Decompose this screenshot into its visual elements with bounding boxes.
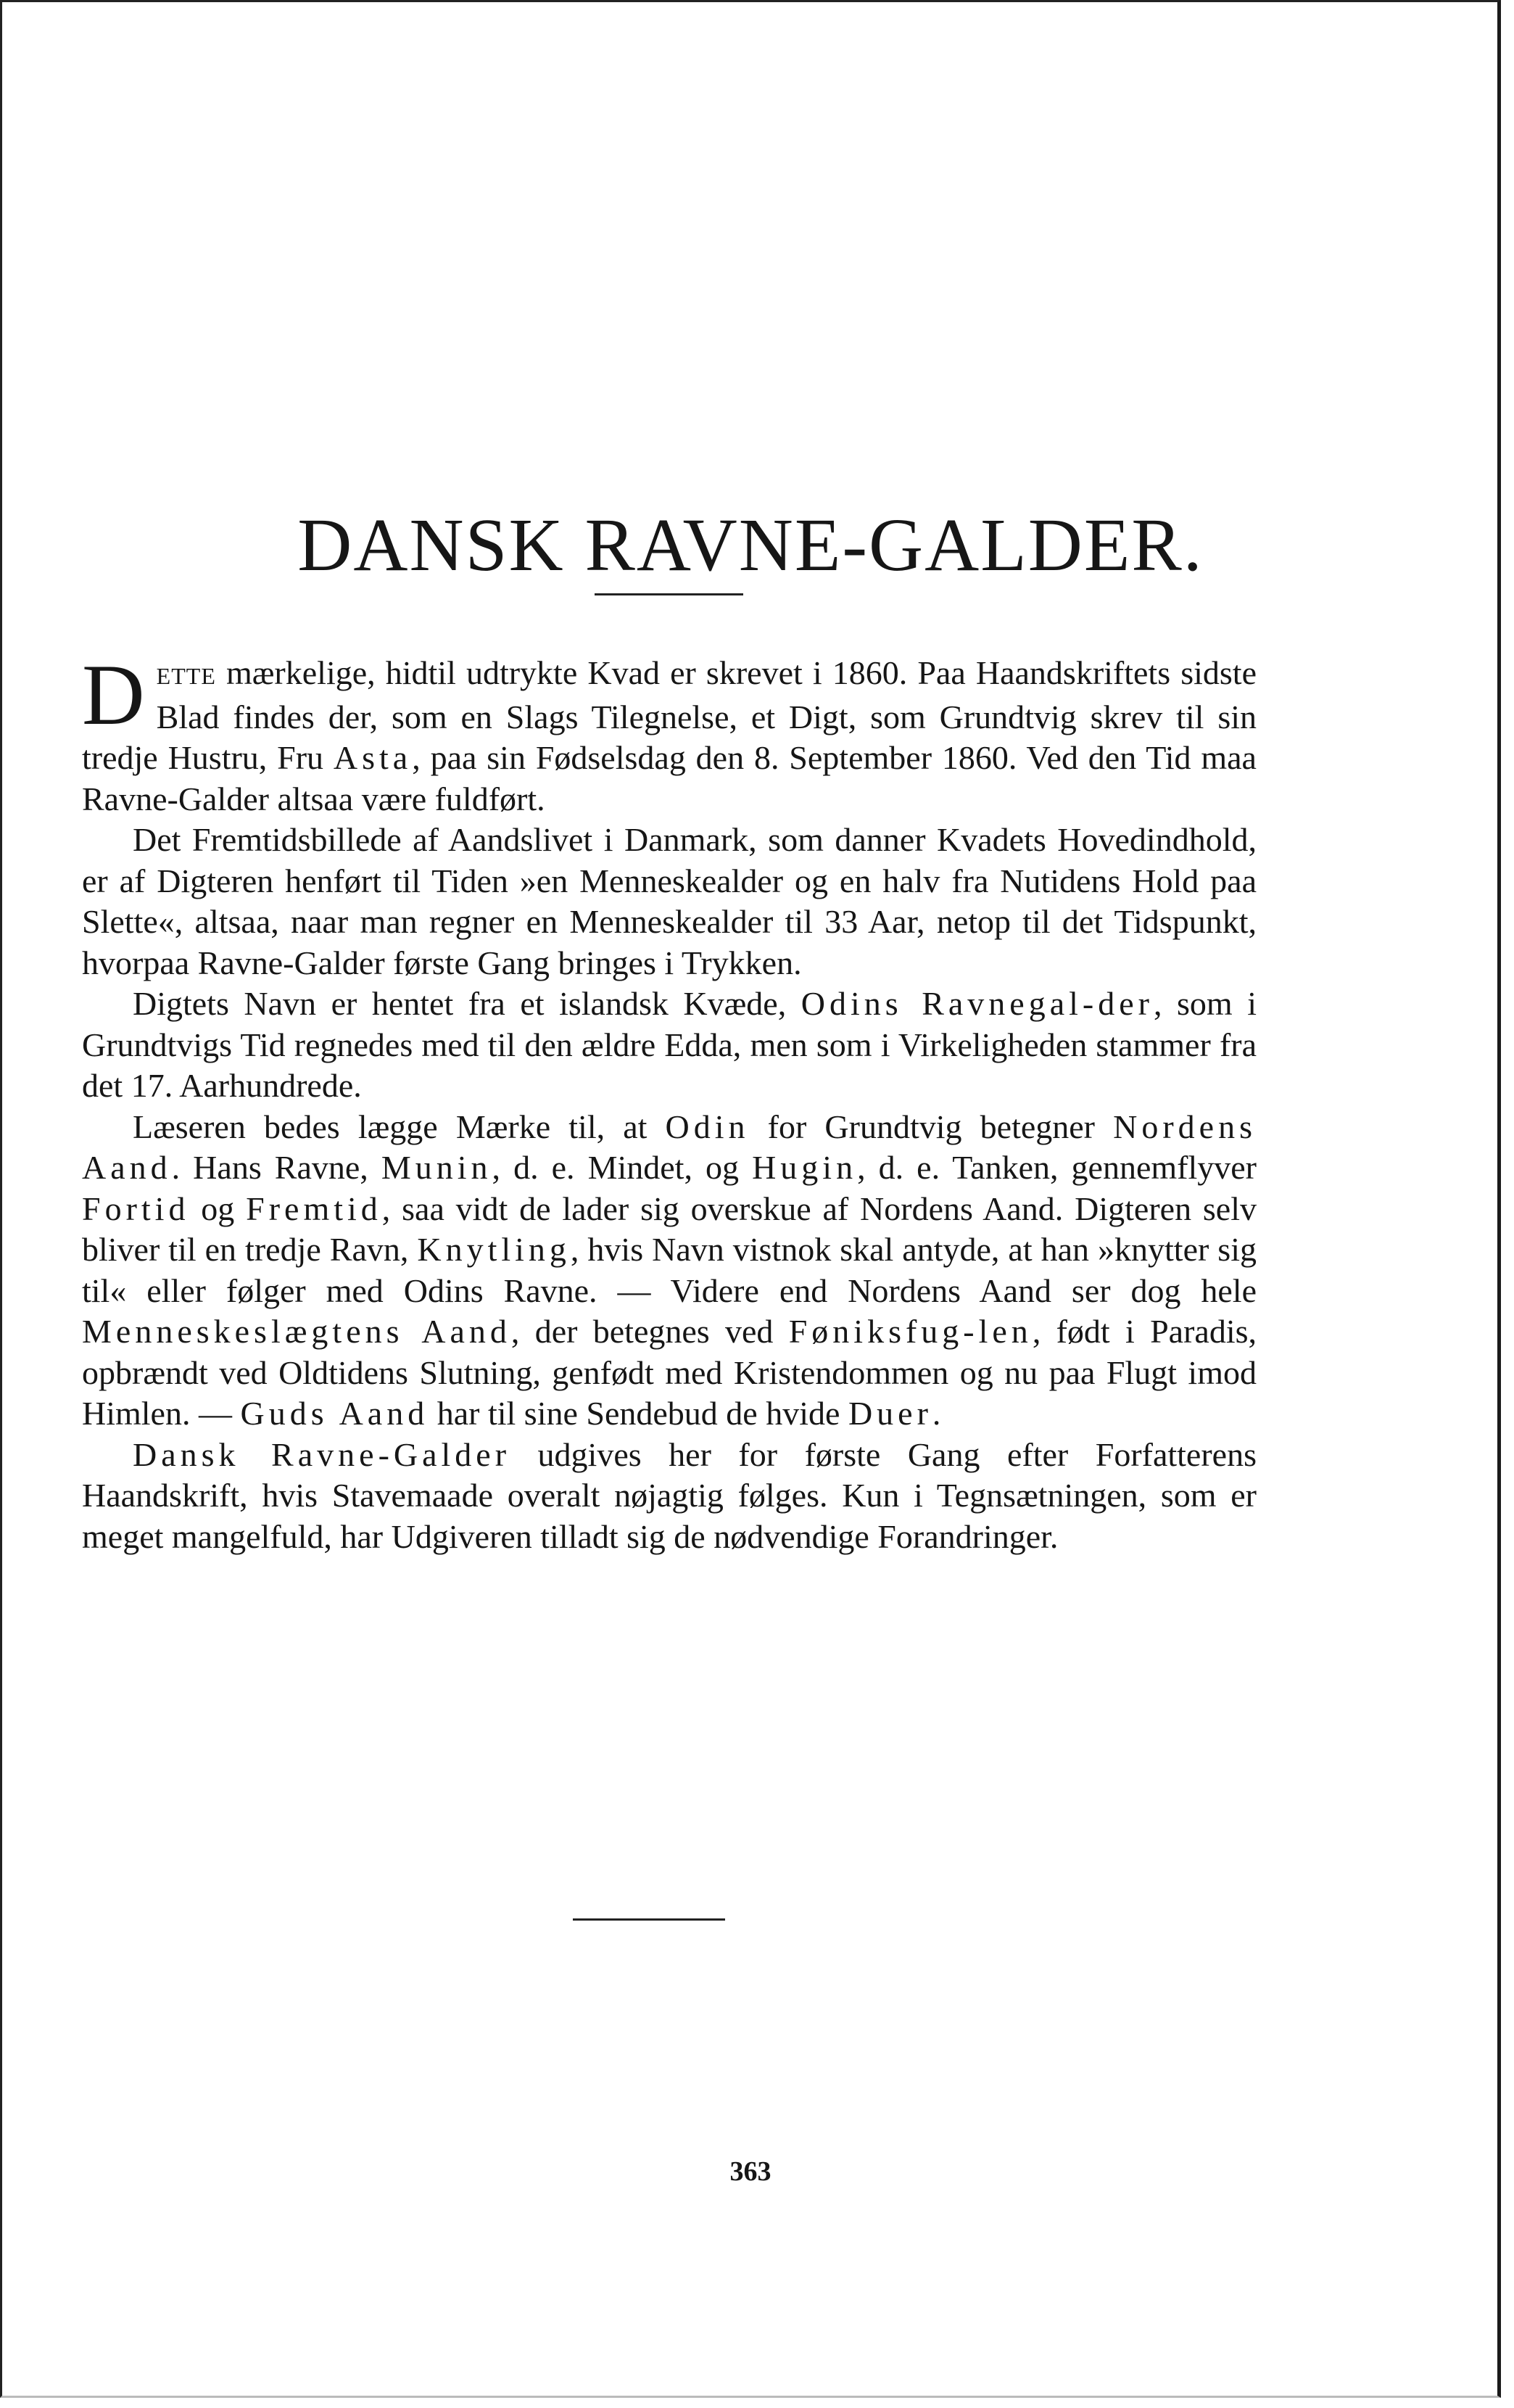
paragraph-3-text-1: Digtets Navn er hentet fra et islandsk Kvæde, xyxy=(133,985,801,1022)
paragraph-1 xyxy=(82,646,1257,820)
spaced-foniksfuglen: Føniksfug-len xyxy=(788,1313,1033,1350)
spaced-duer: Duer xyxy=(848,1395,932,1432)
spaced-odin: Odin xyxy=(665,1108,750,1145)
spaced-guds-aand: Guds Aand xyxy=(240,1395,429,1432)
paragraph-4-text-1: Læseren bedes lægge Mærke til, at xyxy=(133,1108,666,1145)
bottom-divider xyxy=(573,1918,725,1921)
paragraph-4-text-4: , d. e. Mindet, og xyxy=(492,1149,753,1186)
page-number: 363 xyxy=(729,2156,772,2187)
spaced-odins-ravnegalder: Odins Ravnegal-der xyxy=(801,985,1154,1022)
paragraph-4-text-8: , hvis Navn vistnok skal antyde, at han »knytter sig til« eller følger med Odins Ravne. — Videre end Nordens Aand ser dog hele xyxy=(82,1231,1257,1309)
spaced-menneskeslaegtens-aand: Menneskeslægtens Aand xyxy=(82,1313,511,1350)
paragraph-4-text-11: har til sine Sendebud de hvide xyxy=(429,1395,848,1432)
paragraph-4-text-7: , saa vidt de lader sig overskue af Nordens Aand. Digteren selv bliver til en tredje Ravn, xyxy=(82,1189,1257,1268)
spaced-fremtid: Fremtid xyxy=(246,1189,382,1227)
spaced-nordens-aand: Nordens Aand xyxy=(82,1108,1257,1186)
spaced-asta: Asta xyxy=(333,739,413,776)
paragraph-4-text-10: , født i Paradis, opbrændt ved Oldtidens Slutning, genfødt med Kristendommen og nu paa Flugt imod Himlen. — xyxy=(82,1313,1257,1432)
paragraph-3 xyxy=(82,984,1257,1107)
drop-cap: D xyxy=(82,646,145,743)
paragraph-4-text-3: . Hans Ravne, xyxy=(171,1149,381,1186)
paragraph-4-text-5: , d. e. Tanken, gennemflyver xyxy=(857,1149,1257,1186)
paragraph-4-text-9: , der betegnes ved xyxy=(510,1313,789,1350)
spaced-hugin: Hugin xyxy=(752,1149,858,1186)
paragraph-2-text: Det Fremtidsbillede af Aandslivet i Danmark, som danner Kvadets Hovedindhold, er af Digteren henført til Tiden »en Menneskealder og en halv fra Nutidens Hold paa Slette«, altsaa, naar man regner en Menneskealder til 33 Aar, netop til det Tidspunkt, hvorpaa Ravne-Galder første Gang bringes i Trykken. xyxy=(82,821,1257,981)
paragraph-2 xyxy=(82,820,1257,984)
paragraph-4 xyxy=(82,1107,1257,1435)
spaced-munin: Munin xyxy=(381,1149,492,1186)
page-title: DANSK RAVNE-GALDER. xyxy=(297,503,1204,587)
paragraph-1-text-1: mærkelige, hidtil udtrykte Kvad er skrevet i 1860. Paa Haandskriftets sidste Blad findes der, som en Slags Tilegnelse, et Digt, som Grundtvig skrev til sin tredje Hustru, Fru xyxy=(82,654,1257,776)
spaced-dansk-ravne-galder: Dansk Ravne-Galder xyxy=(133,1435,511,1473)
paragraph-4-text-12: . xyxy=(932,1395,941,1432)
paragraph-3-text-2: , som i Grundtvigs Tid regnedes med til den ældre Edda, men som i Virkeligheden stammer fra det 17. Aarhundrede. xyxy=(82,985,1257,1104)
spaced-knytling: Knytling xyxy=(417,1231,571,1268)
top-divider xyxy=(595,593,743,595)
small-caps-text: ETTE xyxy=(156,663,216,689)
paragraph-4-text-6: og xyxy=(189,1189,247,1227)
paragraph-4-text-2: for Grundtvig betegner xyxy=(749,1108,1114,1145)
paragraph-5 xyxy=(82,1435,1257,1558)
paragraph-1-text-2: , paa sin Fødselsdag den 8. September 1860. Ved den Tid maa Ravne-Galder altsaa være fuldført. xyxy=(82,739,1257,817)
spaced-fortid: Fortid xyxy=(82,1189,190,1227)
paragraph-5-text-1: udgives her for første Gang efter Forfatterens Haandskrift, hvis Stavemaade overalt nøjagtig følges. Kun i Tegnsætningen, som er meget mangelfuld, har Udgiveren tilladt sig de nødvendige Forandringer. xyxy=(82,1435,1257,1555)
body-text xyxy=(82,646,1257,1557)
